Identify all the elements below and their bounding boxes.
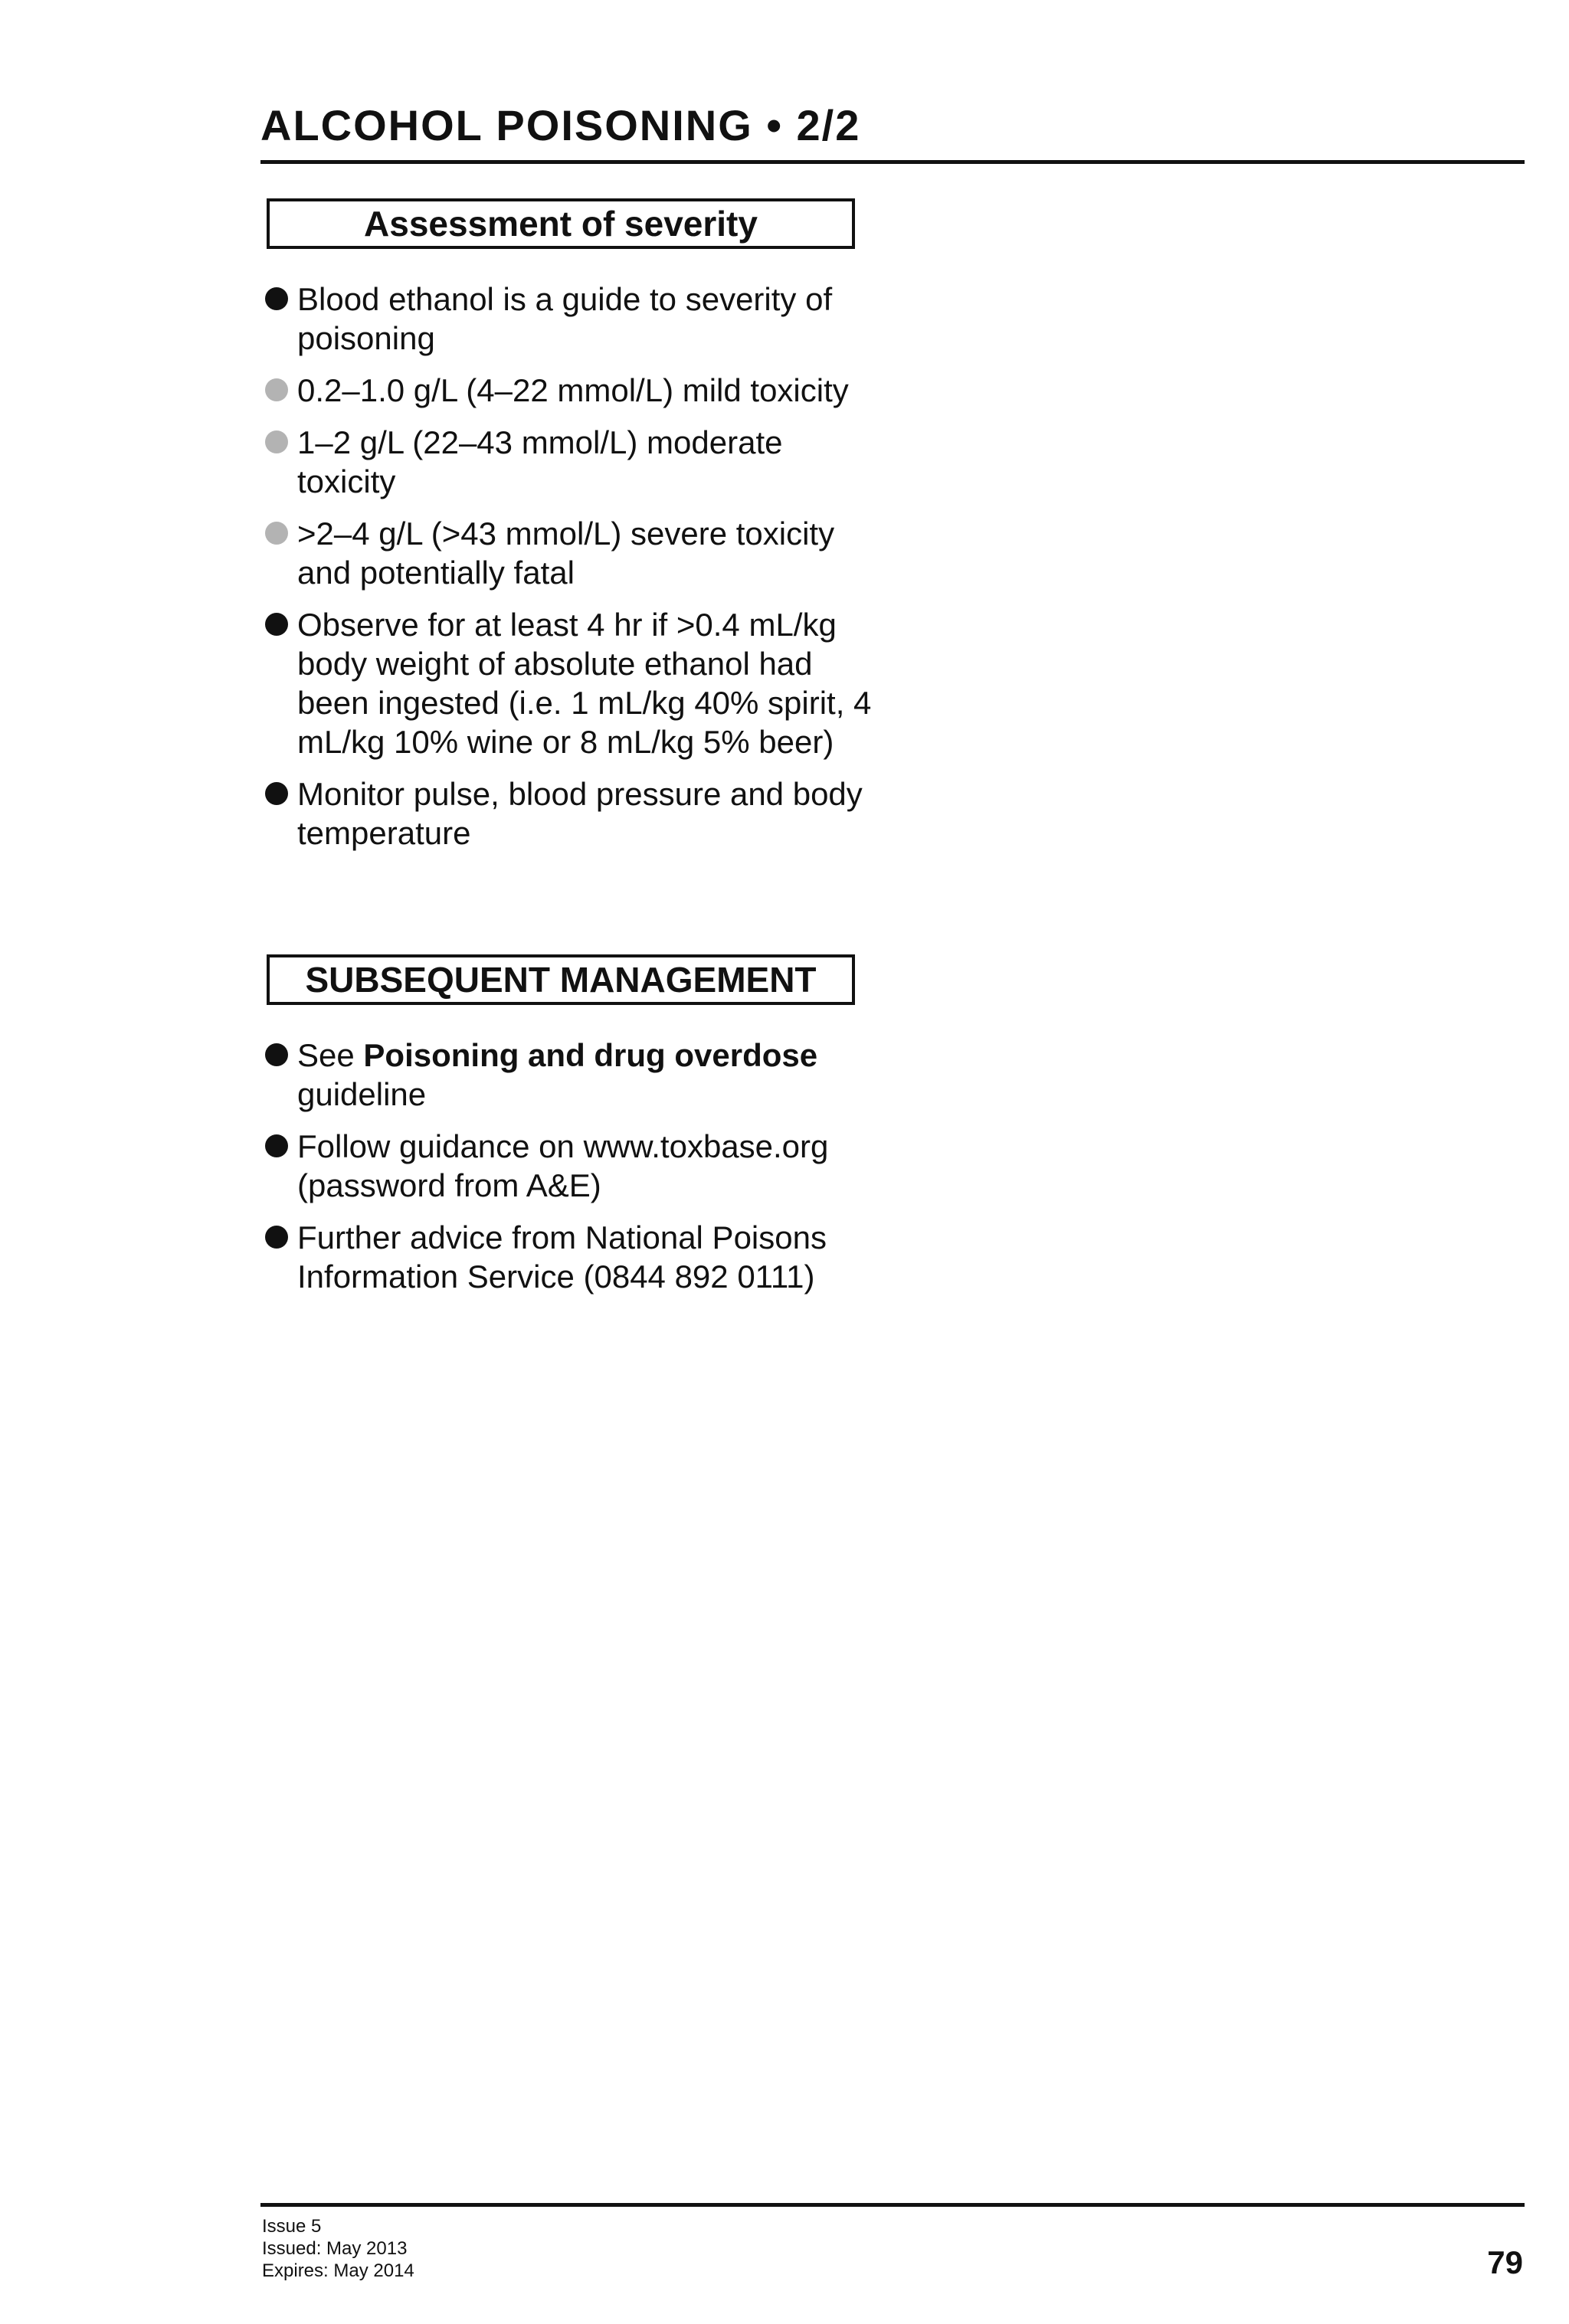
footer-info — [262, 2215, 414, 2282]
list-item — [260, 423, 873, 501]
list-item — [260, 1127, 873, 1205]
list-item — [260, 514, 873, 592]
bullet-icon — [265, 1226, 288, 1249]
list-item — [260, 1218, 873, 1296]
list-item-text — [297, 1037, 817, 1112]
issue-label: Issue 5 — [262, 2216, 322, 2237]
sub-bullet-icon — [265, 522, 288, 545]
list-item-text: Follow guidance on www.toxbase.org (password from A&E) — [297, 1128, 829, 1203]
guideline-link-text: Poisoning and drug overdose — [363, 1037, 818, 1073]
list-item-prefix: See — [297, 1037, 364, 1073]
list-item-text: 1–2 g/L (22–43 mmol/L) moderate toxicity — [297, 424, 783, 499]
management-list — [260, 1036, 873, 1309]
bullet-icon — [265, 287, 288, 310]
assessment-heading: Assessment of severity — [267, 198, 855, 249]
list-item-suffix: guideline — [297, 1076, 427, 1112]
sub-bullet-icon — [265, 378, 288, 401]
bullet-icon — [265, 782, 288, 805]
list-item-text: 0.2–1.0 g/L (4–22 mmol/L) mild toxicity — [297, 372, 849, 408]
list-item — [260, 371, 873, 410]
footer-divider — [260, 2203, 1525, 2207]
bullet-icon — [265, 1043, 288, 1066]
issued-date: Issued: May 2013 — [262, 2238, 408, 2259]
page-title: ALCOHOL POISONING • 2/2 — [260, 101, 861, 149]
list-item — [260, 774, 873, 853]
list-item — [260, 1036, 873, 1114]
list-item — [260, 280, 873, 358]
assessment-list — [260, 280, 873, 866]
management-heading: SUBSEQUENT MANAGEMENT — [267, 954, 855, 1005]
list-item-text: Observe for at least 4 hr if >0.4 mL/kg body weight of absolute ethanol had been ingested (i.e. 1 mL/kg 40% spirit, 4 mL/kg 10% wine or 8 mL/kg 5% beer) — [297, 607, 872, 760]
list-item-text: Monitor pulse, blood pressure and body temperature — [297, 776, 863, 851]
title-divider — [260, 160, 1525, 164]
bullet-icon — [265, 613, 288, 636]
sub-bullet-icon — [265, 430, 288, 453]
list-item-text: Further advice from National Poisons Information Service (0844 892 0111) — [297, 1219, 827, 1295]
bullet-icon — [265, 1134, 288, 1157]
expires-date: Expires: May 2014 — [262, 2260, 414, 2281]
list-item-text: >2–4 g/L (>43 mmol/L) severe toxicity and potentially fatal — [297, 516, 835, 591]
list-item-text: Blood ethanol is a guide to severity of poisoning — [297, 281, 833, 356]
list-item — [260, 605, 873, 761]
page-number: 79 — [1487, 2244, 1523, 2280]
